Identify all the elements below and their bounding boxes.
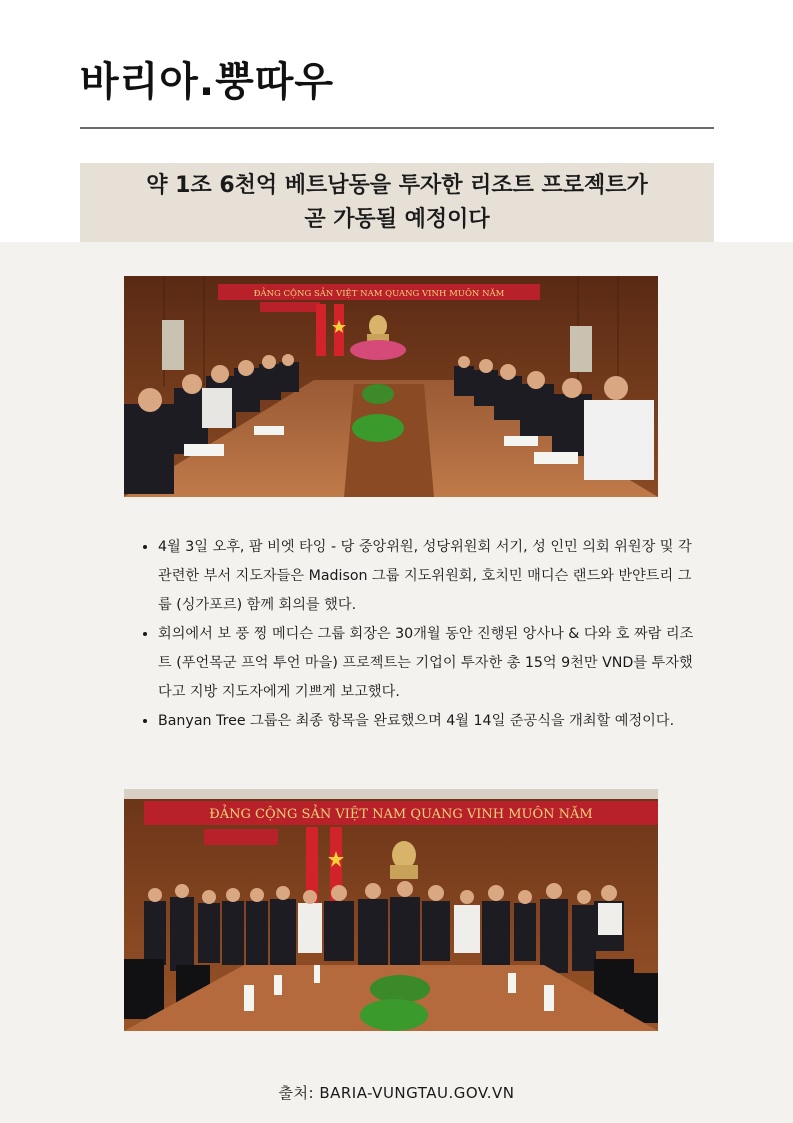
list-item: • 4월 3일 오후, 팜 비엣 타잉 - 당 중앙위원, 성당위원회 서기, 성 인민 의회 위원장 및 각 관련한 부서 지도자들은 Madison 그룹 지도위원회, 호치민 매디슨 랜드와 반얀트리 그룹 (싱가포르) 함께 회의를 했다. — [158, 533, 698, 620]
headline-box — [80, 163, 714, 242]
meeting-photo — [124, 276, 658, 497]
headline-line-2: 곧 가동될 예정이다 — [304, 206, 490, 232]
summary-list — [138, 533, 698, 736]
list-item: • 회의에서 보 풍 찡 메디슨 그룹 회장은 30개월 동안 진행된 앙사나 & 다와 호 짜람 리조트 (푸언목군 프억 투언 마을) 프로젝트는 기업이 투자한 총 15억 9천만 VND를 투자했다고 지방 지도자에게 기쁘게 보고했다. — [158, 620, 698, 707]
photo-1-banner: ĐẢNG CỘNG SẢN VIỆT NAM QUANG VINH MUÔN NĂM — [253, 289, 505, 299]
group-photo — [124, 789, 658, 1031]
source-credit: 출처: BARIA-VUNGTAU.GOV.VN — [278, 1084, 515, 1102]
headline-line-1: 약 1조 6천억 베트남동을 투자한 리조트 프로젝트가 — [146, 172, 648, 198]
list-item: • Banyan Tree 그룹은 최종 항목을 완료했으며 4월 14일 준공식을 개최할 예정이다. — [158, 707, 698, 736]
title-divider — [80, 127, 714, 129]
photo-2-banner: ĐẢNG CỘNG SẢN VIỆT NAM QUANG VINH MUÔN NĂM — [209, 807, 593, 822]
site-title: 바리아.뿡따우 — [80, 59, 335, 105]
